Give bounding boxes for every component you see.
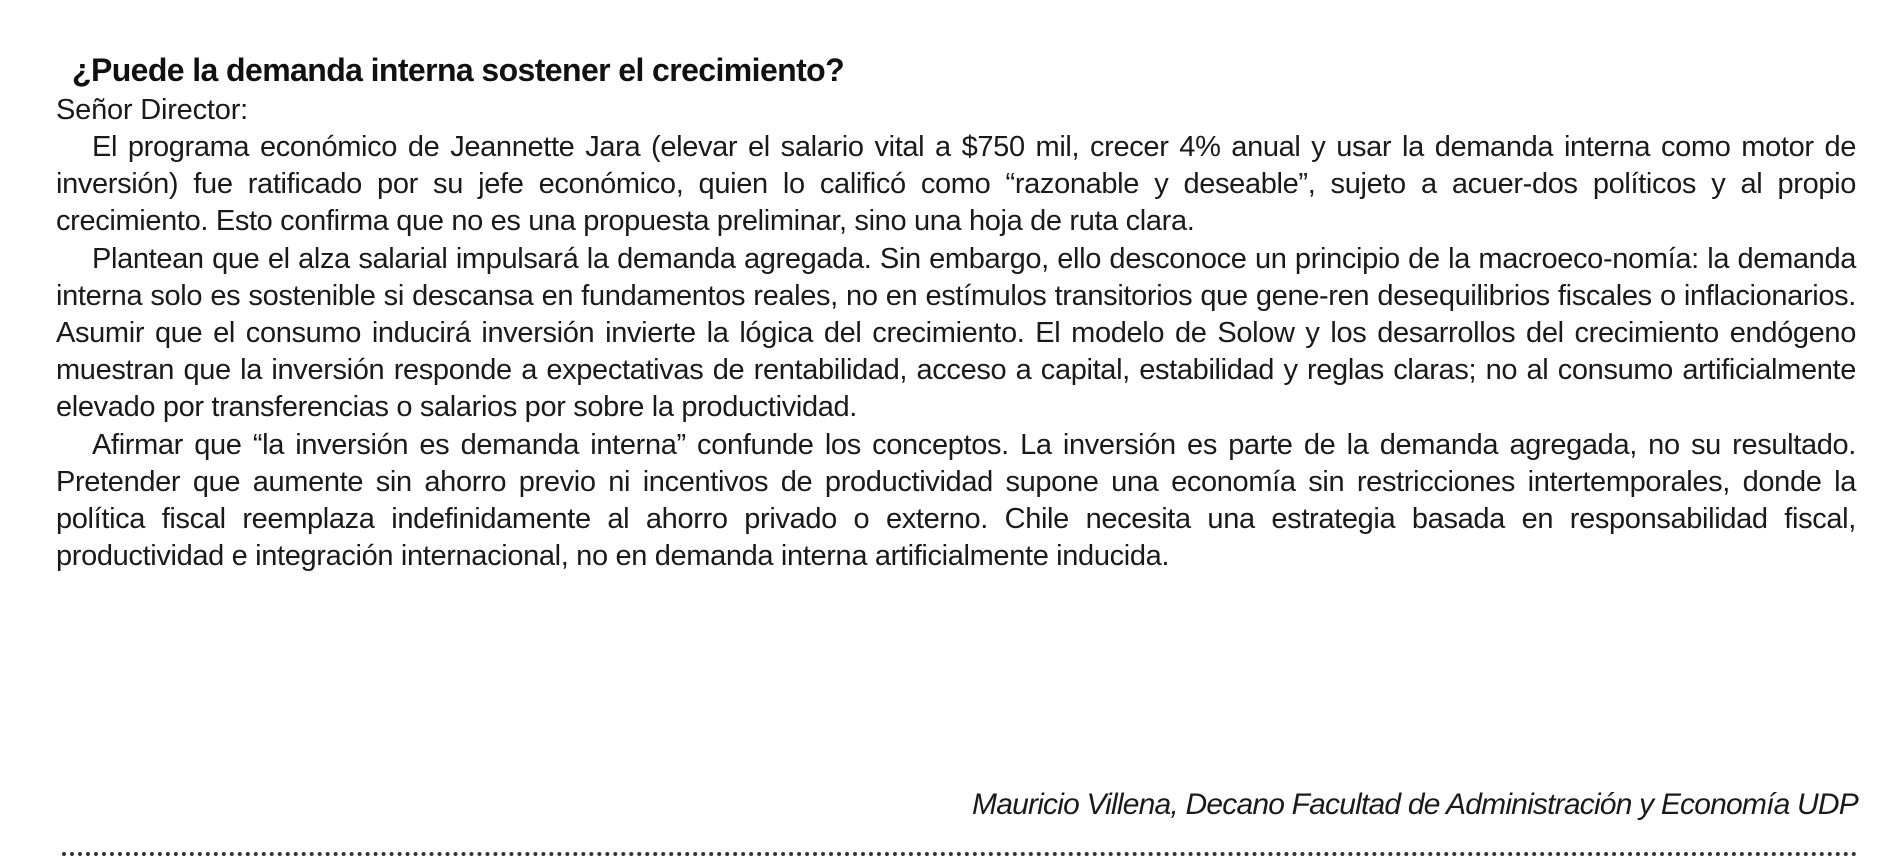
paragraph-1: El programa económico de Jeannette Jara (elevar el salario vital a $750 mil, crecer 4% anual y usar la demanda interna como motor de inversión) fue ratificado por su jefe económico, quien lo calificó como “razonable y deseable”, sujeto a acuer-dos políticos y al propio crecimiento. Esto confirma que no es una propuesta preliminar, sino una hoja de ruta clara. <box>56 131 1856 238</box>
salutation: Señor Director: <box>56 94 249 126</box>
letter-body <box>56 48 1856 575</box>
paragraph-2: Plantean que el alza salarial impulsará la demanda agregada. Sin embargo, ello desconoce un principio de la macroeco-nomía: la demanda interna solo es sostenible si descansa en fundamentos reales, no en estímulos transitorios que gene-ren desequilibrios fiscales o inflacionarios. Asumir que el consumo inducirá inversión invierte la lógica del crecimiento. El modelo de Solow y los desarrollos del crecimiento endógeno muestran que la inversión responde a expectativas de rentabilidad, acceso a capital, estabilidad y reglas claras; no al consumo artificialmente elevado por transferencias o salarios por sobre la productividad. <box>56 242 1856 424</box>
letter-title: ¿Puede la demanda interna sostener el crecimiento? <box>72 52 845 88</box>
paragraph-3: Afirmar que “la inversión es demanda interna” confunde los conceptos. La inversión es parte de la demanda agregada, no su resultado. Pretender que aumente sin ahorro previo ni incentivos de productividad supone una economía sin restricciones intertemporales, donde la política fiscal reemplaza indefinidamente al ahorro privado o externo. Chile necesita una estrategia basada en responsabilidad fiscal, productividad e integración internacional, no en demanda interna artificialmente inducida. <box>56 428 1856 573</box>
dotted-divider <box>62 852 1858 856</box>
signature: Mauricio Villena, Decano Facultad de Administración y Economía UDP <box>972 788 1858 821</box>
